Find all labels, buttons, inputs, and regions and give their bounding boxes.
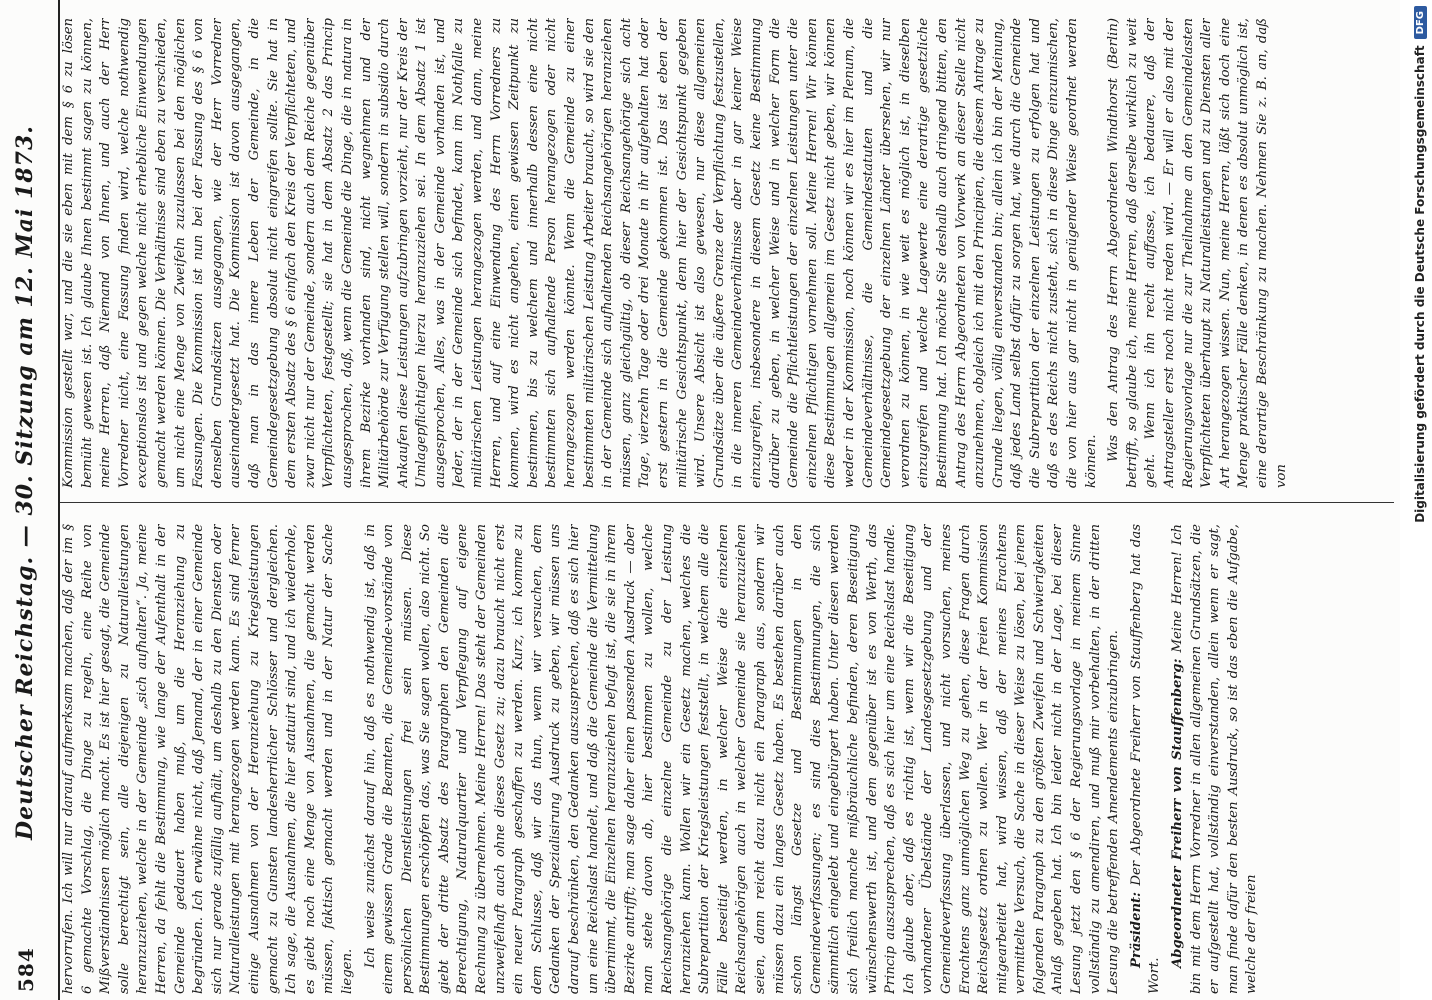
- speaker-name: Präsident:: [1128, 891, 1144, 968]
- paragraph-text: Der Abgeordnete Freiherr von Stauffenberg hat das Wort.: [1128, 524, 1163, 994]
- paragraph-text: Ich weise zunächst darauf hin, daß es nothwendig ist, daß in einem gewissen Grade die Beamten, die Gemeinde-vorstände von persönlichen Dienstleistungen frei sein müssen. Diese Bestimmungen erschöpfen das, was Sie sagen wollen, also nicht. So giebt der dritte Absatz des Paragraphen den Gemeinden die Berechtigung, Naturalquartier und Verpflegung auf eigene Rechnung zu übernehmen. Meine Herren! Das steht der Gemeinden unzweifelhaft auch ohne dieses Gesetz zu; dazu braucht nicht erst ein neuer Paragraph geschaffen zu werden. Kurz, ich komme zu dem Schlusse, daß wir das thun, wenn wir versuchen, dem Gedanken der Spezialisirung Ausdruck zu geben, wir müssen uns darauf beschränken, den Gedanken auszusprechen, daß es sich hier um eine Reichslast handelt, und daß die Gemeinde die Vermittelung übernimmt, die Einzelnen heranzuziehen befugt ist, die sie in ihrem Bezirke antrifft; man sage daher einen passenden Ausdruck — aber man stehe davon ab, hier bestimmen zu wollen, welche Reichsangehörige die einzelne Gemeinde zu der Leistung heranziehen kann. Wollen wir ein Gesetz machen, welches die Subrepartition der Kriegsleistungen feststellt, in welchem alle die Fälle beseitigt werden, in welcher Weise die einzelnen Reichsangehörigen auch in welcher Gemeinde sie heranzuziehen seien, dann reicht dazu nicht ein Paragraph aus, sondern wir müssen dazu ein langes Gesetz haben. Es bestehen darüber auch schon längst Gesetze und Bestimmungen in den Gemeindeverfassungen; es sind dies Bestimmungen, die sich sämmtlich eingelebt und eingebürgert haben. Unter diesen werden sich freilich manche mißbräuchliche befinden, deren Beseitigung wünschenswerth ist, und dem gegenüber ist es von Werth, das Princip auszusprechen, daß es sich hier um eine Reichslast handle. Ich glaube aber, daß es richtig ist, wenn wir die Beseitigung vorhandener Übelstände der Landesgesetzgebung und der Gemeindeverfassung überlassen, und nicht vorsuchen, meines Erachtens ganz unmöglichen Weg zu gehen, diese Fragen durch Reichsgesetz ordnen zu wollen. Wer in der freien Kommission mitgearbeitet hat, wird wissen, daß der meines Erachtens vermittelte Versuch, die Sache in dieser Weise zu lösen, bei jenem folgenden Paragraph zu den größten Zweifeln und Schwierigkeiten Anlaß gegeben hat. Ich bin leider nicht in der Lage, bei dieser Lesung jetzt den § 6 der Regierungsvorlage in meinem Sinne vollständig zu amendiren, und muß mir vorbehalten, in der dritten Lesung die betreffenden Amendements einzubringen.: [362, 524, 1122, 994]
- paragraph: [1105, 18, 1291, 488]
- paragraph: [60, 524, 358, 994]
- right-column: [60, 18, 1394, 488]
- paragraph-text: hervorrufen. Ich will nur darauf aufmerksam machen, daß der im § 6 gemachte Vorschlag, die Dinge zu regeln, eine Reihe von Mißverständnissen möglich macht. Es ist hier gesagt, die Gemeinde solle berechtigt sein, alle diejenigen zu Naturalleistungen heranzuziehen, welche in der Gemeinde „sich aufhalten“. Ja, meine Herren, da fehlt die Bestimmung, wie lange der Aufenthalt in der Gemeinde gedauert haben muß, um die Heranziehung zu begründen. Ich erwähne nicht, daß Jemand, der in einer Gemeinde sich nur gerade zufällig aufhält, um deshalb zu den Diensten oder Naturalleistungen mit herangezogen werden kann. Es sind ferner einige Ausnahmen von der Heranziehung zu Kriegsleistungen gemacht zu Gunsten landesherrlicher Schlösser und dergleichen. Ich sage, die Ausnahmen, die hier statuirt sind, und ich wiederhole, es giebt noch eine Menge von Ausnahmen, die gemacht werden müssen, faktisch gemacht werden und in der Natur der Sache liegen.: [61, 524, 355, 994]
- paragraph-text: Kommission gestellt war, und die sie eben mit dem § 6 zu lösen bemüht gewesen ist. Ich glaube Ihnen bestimmt sagen zu können, meine Herren, daß Niemand von Ihnen, und auch der Herr Vorredner nicht, eine Fassung finden wird, welche nothwendig exceptionslos ist und gegen welche nicht erhebliche Einwendungen gemacht werden können. Die Verhältnisse sind eben zu verschieden, um nicht eine Menge von Zweifeln zuzulassen bei den möglichen Fassungen. Die Kommission ist nun bei der Fassung des § 6 von denselben Grundsätzen ausgegangen, wie der Herr Vorredner auseinandergesetzt hat. Die Kommission ist davon ausgegangen, daß man in das innere Leben der Gemeinde, in die Gemeindegesetzgebung absolut nicht eingreifen sollte. Sie hat in dem ersten Absatz des § 6 einfach den Kreis der Verpflichteten, und zwar nicht nur der Gemeinde, sondern auch dem Reiche gegenüber Verpflichteten, festgestellt; sie hat in dem Absatz 2 das Princip ausgesprochen, daß, wenn die Gemeinde die Dinge, die in natura in ihrem Bezirke vorhanden sind, nicht wegnehmen und der Militärbehörde zur Verfügung stellen will, sondern in subsidio durch Ankaufen diese Leistungen aufzubringen vorzieht, nur der Kreis der Umlagepflichtigen hierzu heranzuziehen sei. In dem Absatz 1 ist ausgesprochen, Alles, was in der Gemeinde vorhanden ist, und Jeder, der in der Gemeinde sich befindet, kann im Nothfalle zu militärischen Leistungen herangezogen werden, und dann, meine Herren, und auf eine Einwendung des Herrn Vorredners zu kommen, wird es nicht angehen, einen gewissen Zeitpunkt zu bestimmen, bis zu welchem und innerhalb dessen eine nicht bestimmten sich aufhaltende Person herangezogen oder nicht herangezogen werden könnte. Wenn die Gemeinde zu einer bestimmten militärischen Leistung Arbeiter braucht, so wird sie den in der Gemeinde sich aufhaltenden Reichsangehörigen heranziehen müssen, ganz gleichgültig, ob dieser Reichsangehörige sich acht Tage, vierzehn Tage oder drei Monate in ihr aufgehalten hat oder erst gestern in die Gemeinde gekommen ist. Das ist eben der militärische Gesichtspunkt, denn hier der Gesichtspunkt gegeben wird. Unsere Absicht ist also gewesen, nur diese allgemeinen Grundsätze über die äußere Grenze der Verpflichtung festzustellen, in die inneren Gemeindeverhältnisse aber in gar keiner Weise einzugreifen, insbesondere in diesem Gesetz keine Bestimmung darüber zu geben, in welcher Weise und in welcher Form die Gemeinde die Pflichtleistungen der einzelnen Leistungen unter die einzelnen Pflichtigen vornehmen soll. Meine Herren! Wir können diese Bestimmungen allgemein im Gesetz nicht geben, wir können weder in der Kommission, noch können wir es hier im Plenum, die Gemeindeverhältnisse, die Gemeindestatuten und die Gemeindegesetzgebung der einzelnen Länder übersehen, wir nur verordnen zu können, in wie weit es möglich ist, in dieselben einzugreifen und welche Lagewerte eine derartige gesetzliche Bestimmung hat. Ich möchte Sie deshalb auch dringend bitten, den Antrag des Herrn Abgeordneten von Vorwerk an dieser Stelle nicht anzunehmen, obgleich ich mit den Principien, die diesem Antrage zu Grunde liegen, völlig einverstanden bin; allein ich bin der Meinung, daß jedes Land selbst dafür zu sorgen hat, wie durch die Gemeinde die Subrepartition der einzelnen Leistungen zu erfolgen hat und daß es des Reichs nicht zusteht, sich in diese Dinge einzumischen, die von hier aus gar nicht in genügender Weise geordnet werden können.: [61, 18, 1099, 488]
- paragraph: [362, 524, 1124, 994]
- left-column: [60, 524, 1394, 994]
- running-title: Deutscher Reichstag. — 30. Sitzung am 12. Mai 1873.: [12, 125, 38, 840]
- page-number: 584: [14, 947, 38, 992]
- column-divider: [60, 502, 1394, 503]
- paragraph-text: Meine Herren! Ich bin mit dem Herrn Vorredner in allen allgemeinen Grundsätzen, die er aufgestellt hat, vollständig einverstanden, allein wenn er sagt, man finde dafür den besten Ausdruck, so ist das eben die Aufgabe, welche der freien: [1170, 524, 1260, 994]
- paragraph: [1169, 524, 1262, 994]
- text-columns: [60, 0, 1394, 1000]
- page-header: [8, 0, 48, 1000]
- dfg-logo-icon: DFG: [1414, 6, 1427, 39]
- paragraph: [60, 18, 1101, 488]
- credit-text: Digitalisierung gefördert durch die Deutsche Forschungsgemeinschaft: [1413, 45, 1427, 523]
- paragraph-text: Was den Antrag des Herrn Abgeordneten Windthorst (Berlin) betrifft, so glaube ich, meine Herren, daß derselbe wirklich zu weit geht. Wenn ich ihn recht auffasse, ich bedauere, daß der Antragsteller erst noch nicht reden wird. — Er will er also mit der Regierungsvorlage nur die zur Theilnahme an den Gemeindelasten Verpflichteten überhaupt zu Naturalleistungen und zu Diensten aller Art herangezogen wissen. Nun, meine Herren, läßt sich doch eine Menge praktischer Fälle denken, in denen es absolut unmöglich ist, eine derartige Beschränkung zu machen. Nehmen Sie z. B. an, daß von: [1106, 18, 1289, 488]
- speaker-name: Abgeordneter Freiherr von Stauffenberg:: [1170, 658, 1186, 968]
- side-credit: [1410, 6, 1430, 994]
- paragraph: [1128, 524, 1165, 994]
